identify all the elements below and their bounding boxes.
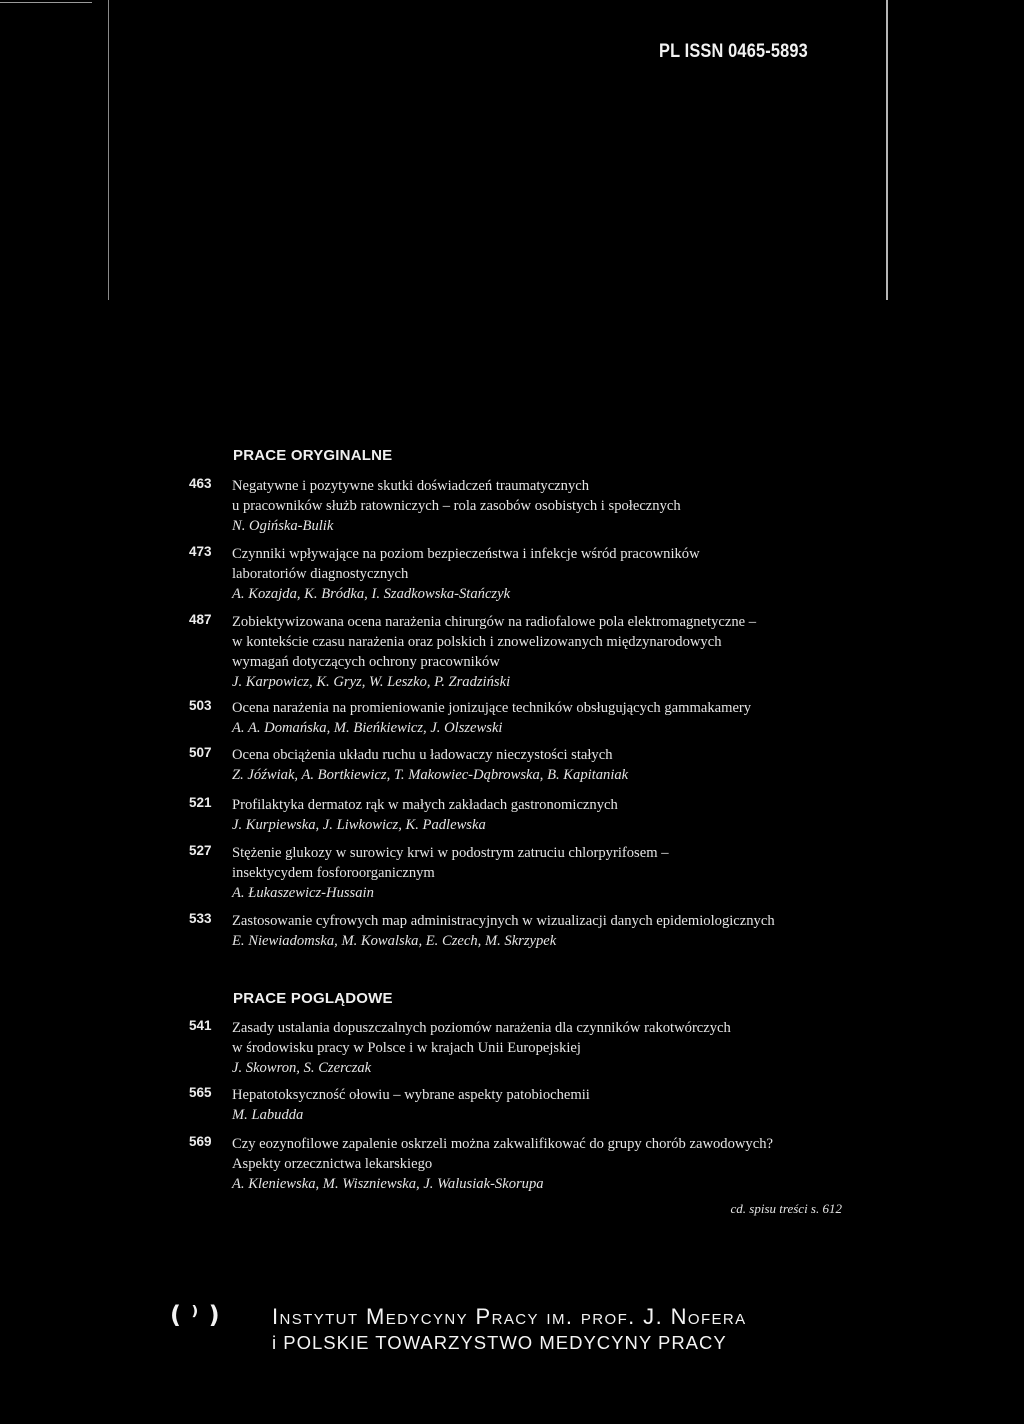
entry-title-line: Hepatotoksyczność ołowiu – wybrane aspekty patobiochemii bbox=[232, 1087, 590, 1103]
entry-authors: J. Karpowicz, K. Gryz, W. Leszko, P. Zradziński bbox=[232, 674, 511, 690]
entry-title-line: Czy eozynofilowe zapalenie oskrzeli można zakwalifikować do grupy chorób zawodowych? bbox=[232, 1136, 773, 1152]
entry-authors: N. Ogińska-Bulik bbox=[232, 518, 334, 534]
entry-authors: J. Kurpiewska, J. Liwkowicz, K. Padlewska bbox=[232, 817, 486, 833]
page-number: 541 bbox=[189, 1018, 212, 1033]
section-title-original-papers: PRACE ORYGINALNE bbox=[233, 447, 393, 464]
page-number: 521 bbox=[189, 795, 212, 810]
page-number: 527 bbox=[189, 843, 212, 858]
entry-title-line: Aspekty orzecznictwa lekarskiego bbox=[232, 1156, 433, 1172]
entry-title-line: w środowisku pracy w Polsce i w krajach Unii Europejskiej bbox=[232, 1040, 581, 1056]
page-number: 463 bbox=[189, 476, 212, 491]
entry-title-line: laboratoriów diagnostycznych bbox=[232, 566, 409, 582]
entry-authors: E. Niewiadomska, M. Kowalska, E. Czech, M. Skrzypek bbox=[232, 933, 557, 949]
section-title-review-papers: PRACE POGLĄDOWE bbox=[233, 990, 393, 1007]
institute-name: Instytut Medycyny Pracy im. prof. J. Nofera bbox=[272, 1304, 747, 1329]
institute-logo-icon: ( ⁾ ) bbox=[170, 1301, 221, 1329]
issn-label: PL ISSN 0465-5893 bbox=[659, 41, 808, 62]
page-number: 569 bbox=[189, 1134, 212, 1149]
entry-title-line: Zasady ustalania dopuszczalnych poziomów narażenia dla czynników rakotwórczych bbox=[232, 1020, 731, 1036]
right-margin-rule bbox=[886, 0, 888, 300]
entry-title-line: Profilaktyka dermatoz rąk w małych zakładach gastronomicznych bbox=[232, 797, 618, 813]
entry-title-line: w kontekście czasu narażenia oraz polskich i znowelizowanych międzynarodowych bbox=[232, 634, 722, 650]
entry-title-line: insektycydem fosforoorganicznym bbox=[232, 865, 435, 881]
entry-authors: J. Skowron, S. Czerczak bbox=[232, 1060, 372, 1076]
page-number: 507 bbox=[189, 745, 212, 760]
entry-authors: Z. Jóźwiak, A. Bortkiewicz, T. Makowiec-Dąbrowska, B. Kapitaniak bbox=[232, 767, 629, 783]
top-left-rule bbox=[0, 2, 92, 3]
page-number: 473 bbox=[189, 544, 212, 559]
entry-title-line: Czynniki wpływające na poziom bezpieczeństwa i infekcje wśród pracowników bbox=[232, 546, 700, 562]
left-margin-rule bbox=[108, 0, 109, 300]
page-number: 533 bbox=[189, 911, 212, 926]
entry-title-line: Zastosowanie cyfrowych map administracyjnych w wizualizacji danych epidemiologicznych bbox=[232, 913, 775, 929]
page-number: 565 bbox=[189, 1085, 212, 1100]
entry-authors: A. Łukaszewicz-Hussain bbox=[232, 885, 374, 901]
entry-title-line: Zobiektywizowana ocena narażenia chirurgów na radiofalowe pola elektromagnetyczne – bbox=[232, 614, 757, 630]
society-name: i POLSKIE TOWARZYSTWO MEDYCYNY PRACY bbox=[272, 1332, 727, 1353]
entry-title-line: Stężenie glukozy w surowicy krwi w podostrym zatruciu chlorpyrifosem – bbox=[232, 845, 669, 861]
entry-authors: A. Kleniewska, M. Wiszniewska, J. Walusiak-Skorupa bbox=[232, 1176, 544, 1192]
entry-authors: A. Kozajda, K. Bródka, I. Szadkowska-Stańczyk bbox=[232, 586, 511, 602]
page-number: 487 bbox=[189, 612, 212, 627]
entry-title-line: Ocena narażenia na promieniowanie jonizujące techników obsługujących gammakamery bbox=[232, 700, 752, 716]
entry-authors: M. Labudda bbox=[232, 1107, 304, 1123]
entry-authors: A. A. Domańska, M. Bieńkiewicz, J. Olszewski bbox=[232, 720, 503, 736]
entry-title-line: u pracowników służb ratowniczych – rola zasobów osobistych i społecznych bbox=[232, 498, 681, 514]
page-number: 503 bbox=[189, 698, 212, 713]
entry-title-line: Negatywne i pozytywne skutki doświadczeń traumatycznych bbox=[232, 478, 590, 494]
entry-title-line: wymagań dotyczących ochrony pracowników bbox=[232, 654, 500, 670]
entry-title-line: Ocena obciążenia układu ruchu u ładowaczy nieczystości stałych bbox=[232, 747, 613, 763]
toc-continued-note: cd. spisu treści s. 612 bbox=[730, 1201, 842, 1216]
